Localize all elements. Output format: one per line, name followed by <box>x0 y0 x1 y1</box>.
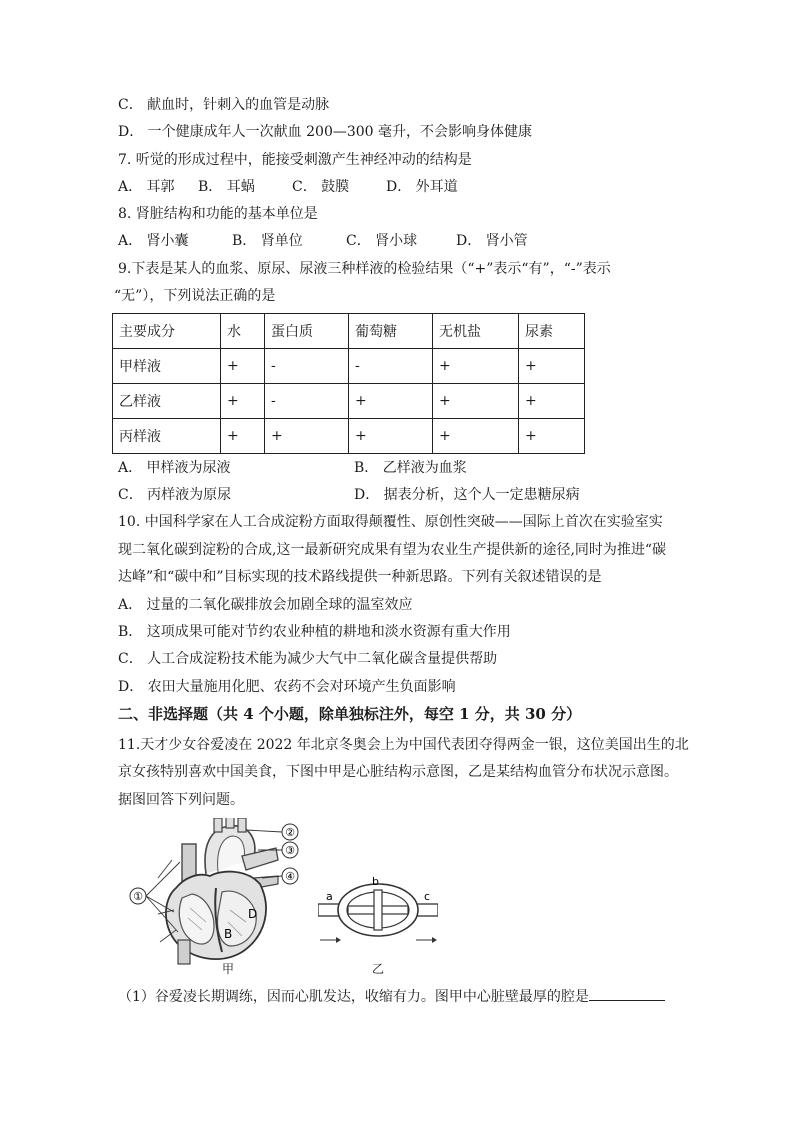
table-cell: + <box>265 419 349 454</box>
label-c: c <box>424 890 431 903</box>
q9-option-a: A． 甲样液为尿液 <box>118 460 231 476</box>
q10-option-b: B． 这项成果可能对节约农业种植的耕地和淡水资源有重大作用 <box>118 624 511 640</box>
table-cell: 乙样液 <box>113 384 221 419</box>
q10-stem-line1: 10. 中国科学家在人工合成淀粉方面取得颠覆性、原创性突破——国际上首次在实验室实 <box>118 514 663 530</box>
label-a: a <box>326 890 333 903</box>
q7-option-c: C． 鼓膜 <box>292 179 350 195</box>
q6-option-c: C． 献血时，针刺入的血管是动脉 <box>118 97 330 113</box>
q8-option-c: C． 肾小球 <box>346 233 418 249</box>
table-cell: + <box>433 384 519 419</box>
q9-stem-line1: 9.下表是某人的血浆、原尿、尿液三种样液的检验结果（“+”表示“有”，“-”表示 <box>118 261 611 277</box>
table-cell: + <box>519 419 585 454</box>
table-header-cell: 蛋白质 <box>265 314 349 349</box>
table-cell: - <box>265 349 349 384</box>
q10-option-d: D． 农田大量施用化肥、农药不会对环境产生负面影响 <box>118 679 456 695</box>
q8-options <box>118 231 678 251</box>
q10-stem-line3: 达峰”和“碳中和”目标实现的技术路线提供一种新思路。下列有关叙述错误的是 <box>118 569 602 585</box>
q6-option-d: D． 一个健康成年人一次献血 200—300 毫升，不会影响身体健康 <box>118 124 533 140</box>
table-header-row <box>113 314 585 349</box>
q9-options-row2 <box>118 485 678 505</box>
q11-stem-line2: 京女孩特别喜欢中国美食，下图中甲是心脏结构示意图，乙是某结构血管分布状况示意图。 <box>118 764 678 780</box>
q8-option-d: D． 肾小管 <box>456 233 528 249</box>
vessel-distribution-diagram <box>318 876 438 948</box>
q7-stem: 7. 听觉的形成过程中，能接受刺激产生神经冲动的结构是 <box>118 152 472 168</box>
label-b: b <box>372 876 379 888</box>
q9-stem-line2: “无”），下列说法正确的是 <box>114 288 276 304</box>
q10-option-a: A． 过量的二氧化碳排放会加剧全球的温室效应 <box>118 597 413 613</box>
q7-option-d: D． 外耳道 <box>386 179 458 195</box>
q11-sub1-text: （1）谷爱凌长期调练，因而心肌发达，收缩有力。图甲中心脏壁最厚的腔是 <box>118 989 589 1005</box>
q9-results-table <box>112 313 585 454</box>
table-cell: + <box>221 349 265 384</box>
table-header-cell: 尿素 <box>519 314 585 349</box>
label-chamber-b: B <box>224 927 233 941</box>
label-1: ① <box>133 890 143 903</box>
heart-structure-diagram <box>118 818 308 968</box>
table-row <box>113 419 585 454</box>
table-cell: + <box>349 384 433 419</box>
table-cell: + <box>433 419 519 454</box>
label-3: ③ <box>285 844 295 857</box>
q9-option-c: C． 丙样液为原尿 <box>118 487 232 503</box>
q8-option-b: B． 肾单位 <box>232 233 303 249</box>
q9-options-row1 <box>118 458 678 478</box>
table-cell: + <box>519 384 585 419</box>
table-cell: + <box>221 419 265 454</box>
q7-option-b: B． 耳蜗 <box>198 179 255 195</box>
table-header-cell: 水 <box>221 314 265 349</box>
q11-subquestion-1 <box>118 986 665 1007</box>
q11-stem-line3: 据图回答下列问题。 <box>118 792 244 808</box>
q9-option-b: B． 乙样液为血浆 <box>354 460 467 476</box>
table-cell: 丙样液 <box>113 419 221 454</box>
table-header-cell: 葡萄糖 <box>349 314 433 349</box>
q7-option-a: A． 耳郭 <box>118 179 175 195</box>
q10-stem-line2: 现二氧化碳到淀粉的合成,这一最新研究成果有望为农业生产提供新的途径,同时为推进“碳 <box>118 542 667 558</box>
table-cell: + <box>349 419 433 454</box>
answer-blank[interactable] <box>589 986 665 1001</box>
q9-option-d: D． 据表分析，这个人一定患糖尿病 <box>354 487 580 503</box>
table-row <box>113 349 585 384</box>
table-cell: + <box>433 349 519 384</box>
label-4: ④ <box>285 870 295 883</box>
caption-heart: 甲 <box>222 962 235 976</box>
table-cell: + <box>519 349 585 384</box>
table-cell: - <box>265 384 349 419</box>
table-cell: + <box>221 384 265 419</box>
label-2: ② <box>285 826 295 839</box>
table-header-cell: 无机盐 <box>433 314 519 349</box>
section-heading: 二、非选择题（共 4 个小题，除单独标注外，每空 1 分，共 30 分） <box>118 705 582 723</box>
table-cell: - <box>349 349 433 384</box>
label-chamber-d: D <box>248 907 258 921</box>
table-cell: 甲样液 <box>113 349 221 384</box>
q7-options <box>118 177 678 197</box>
q8-stem: 8. 肾脏结构和功能的基本单位是 <box>118 206 318 222</box>
table-header-cell: 主要成分 <box>113 314 221 349</box>
caption-vessel: 乙 <box>372 962 385 976</box>
q11-stem-line1: 11.天才少女谷爱凌在 2022 年北京冬奥会上为中国代表团夺得两金一银，这位美国出生的北 <box>118 737 689 753</box>
q8-option-a: A． 肾小囊 <box>118 233 189 249</box>
q10-option-c: C． 人工合成淀粉技术能为减少大气中二氧化碳含量提供帮助 <box>118 651 498 667</box>
table-row <box>113 384 585 419</box>
